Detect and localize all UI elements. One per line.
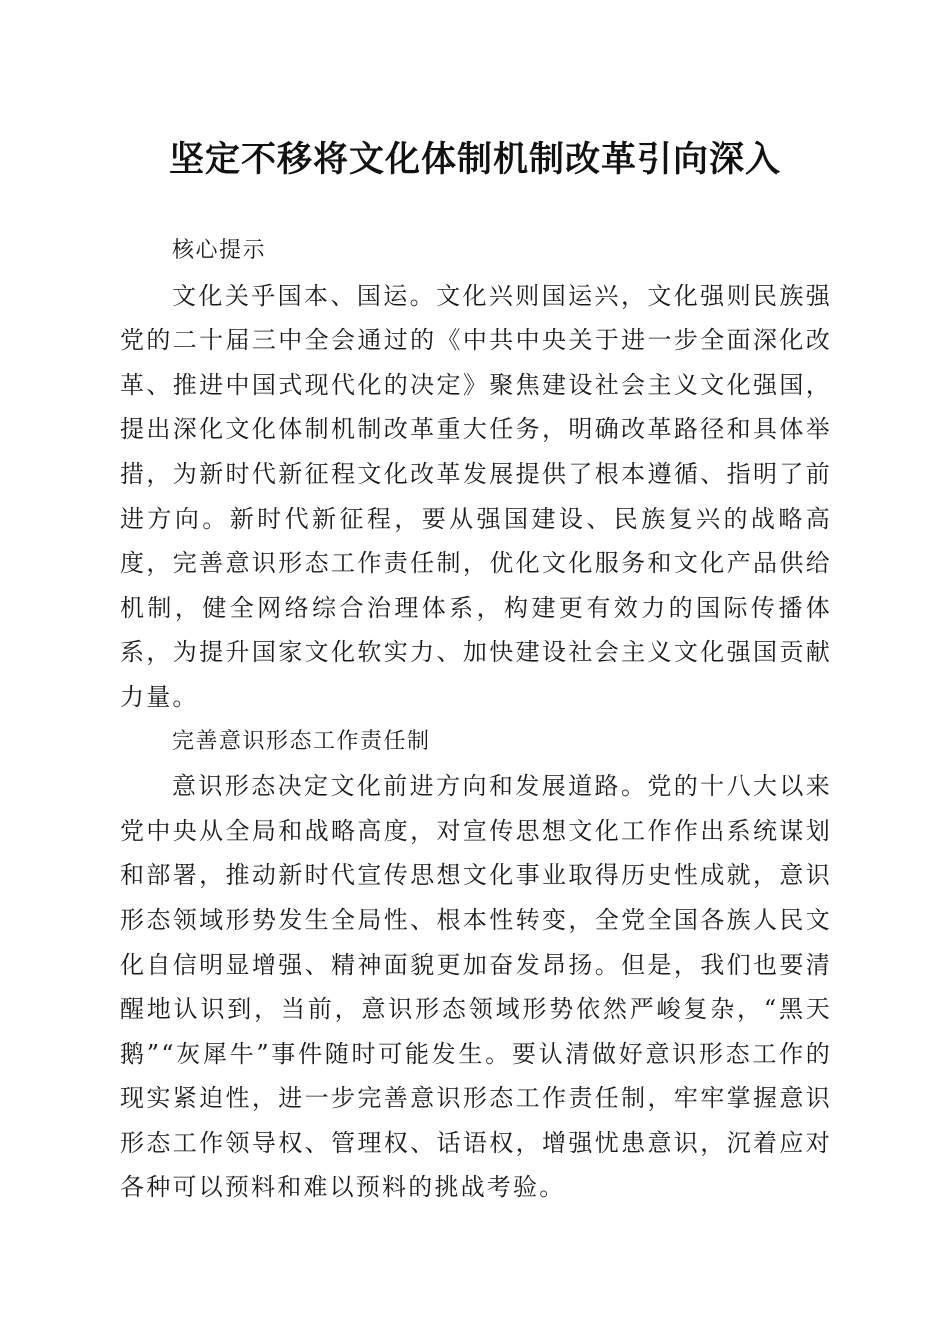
paragraph-ideology: 意识形态决定文化前进方向和发展道路。党的十八大以来党中央从全局和战略高度，对宣传思想文化工作作出系统谋划和部署，推动新时代宣传思想文化事业取得历史性成就，意识形态领域形势发生全局性、根本性转变，全党全国各族人民文化自信明显增强、精神面貌更加奋发昂扬。但是，我们也要清醒地认识到，当前，意识形态领域形势依然严峻复杂，“黑天鹅”“灰犀牛”事件随时可能发生。要认清做好意识形态工作的现实紧迫性，进一步完善意识形态工作责任制，牢牢掌握意识形态工作领导权、管理权、话语权，增强忧患意识，沉着应对各种可以预料和难以预料的挑战考验。 bbox=[120, 772, 832, 1202]
section-heading-ideology-responsibility: 完善意识形态工作责任制 bbox=[172, 728, 431, 754]
section-heading-core-summary: 核心提示 bbox=[172, 238, 267, 263]
paragraph-intro: 文化关乎国本、国运。文化兴则国运兴，文化强则民族强党的二十届三中全会通过的《中共中央关于进一步全面深化改革、推进中国式现代化的决定》聚焦建设社会主义文化强国，提出深化文化体制机制改革重大任务，明确改革路径和具体举措，为新时代新征程文化改革发展提供了根本遵循、指明了前进方向。新时代新征程，要从强国建设、民族复兴的战略高度，完善意识形态工作责任制，优化文化服务和文化产品供给机制，健全网络综合治理体系，构建更有效力的国际传播体系，为提升国家文化软实力、加快建设社会主义文化强国贡献力量。 bbox=[120, 281, 832, 711]
document-title: 坚定不移将文化体制机制改革引向深入 bbox=[168, 139, 781, 180]
document-body bbox=[120, 229, 832, 1210]
